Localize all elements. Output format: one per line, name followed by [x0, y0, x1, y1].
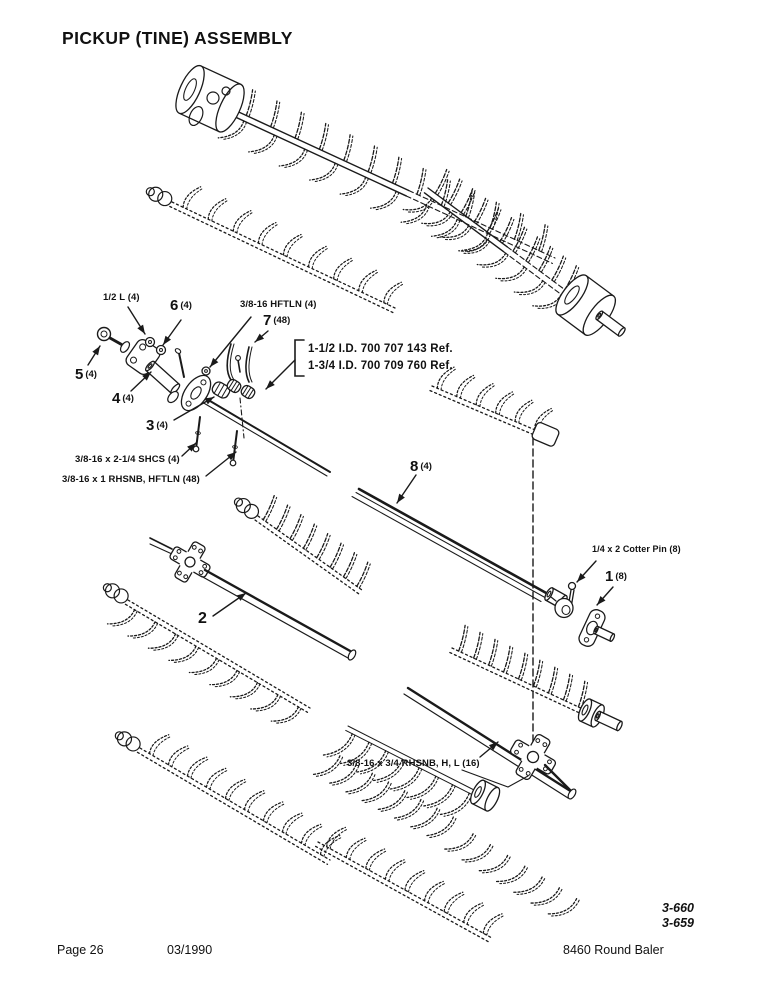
callout-part-4: 4 (4)	[112, 390, 134, 407]
callout-part-5: 5 (4)	[75, 366, 97, 383]
footer-date: 03/1990	[167, 943, 213, 957]
callout-rhsnb-48: 3/8-16 x 1 RHSNB, HFTLN (48)	[62, 474, 200, 485]
figure-numbers	[636, 901, 694, 931]
callout-rhsnb-16: 3/8-16 x 3/4 RHSNB, H, L (16)	[347, 758, 480, 769]
footer-page-number: Page 26	[57, 943, 104, 957]
callout-hftln: 3/8-16 HFTLN (4)	[240, 299, 317, 310]
footer-model: 8460 Round Baler	[563, 943, 664, 957]
callout-part-7: 7 (48)	[263, 312, 291, 329]
callout-shcs: 3/8-16 x 2-1/4 SHCS (4)	[75, 454, 180, 465]
callout-half-l: 1/2 L (4)	[103, 292, 140, 303]
callout-part-1: 1 (8)	[605, 568, 627, 585]
ref-line-2: 1-3/4 I.D. 700 709 760 Ref.	[308, 359, 453, 372]
callout-part-6: 6 (4)	[170, 297, 192, 314]
figure-number-1: 3-660	[662, 901, 694, 915]
page-title: PICKUP (TINE) ASSEMBLY	[62, 28, 293, 48]
ref-part-numbers	[308, 341, 453, 374]
figure-number-2: 3-659	[662, 916, 694, 930]
ref-line-1: 1-1/2 I.D. 700 707 143 Ref.	[308, 343, 453, 355]
callout-part-3: 3 (4)	[146, 417, 168, 434]
callout-part-8: 8 (4)	[410, 458, 432, 475]
callout-part-2: 2	[198, 610, 207, 627]
callout-cotter-pin: 1/4 x 2 Cotter Pin (8)	[592, 544, 681, 554]
